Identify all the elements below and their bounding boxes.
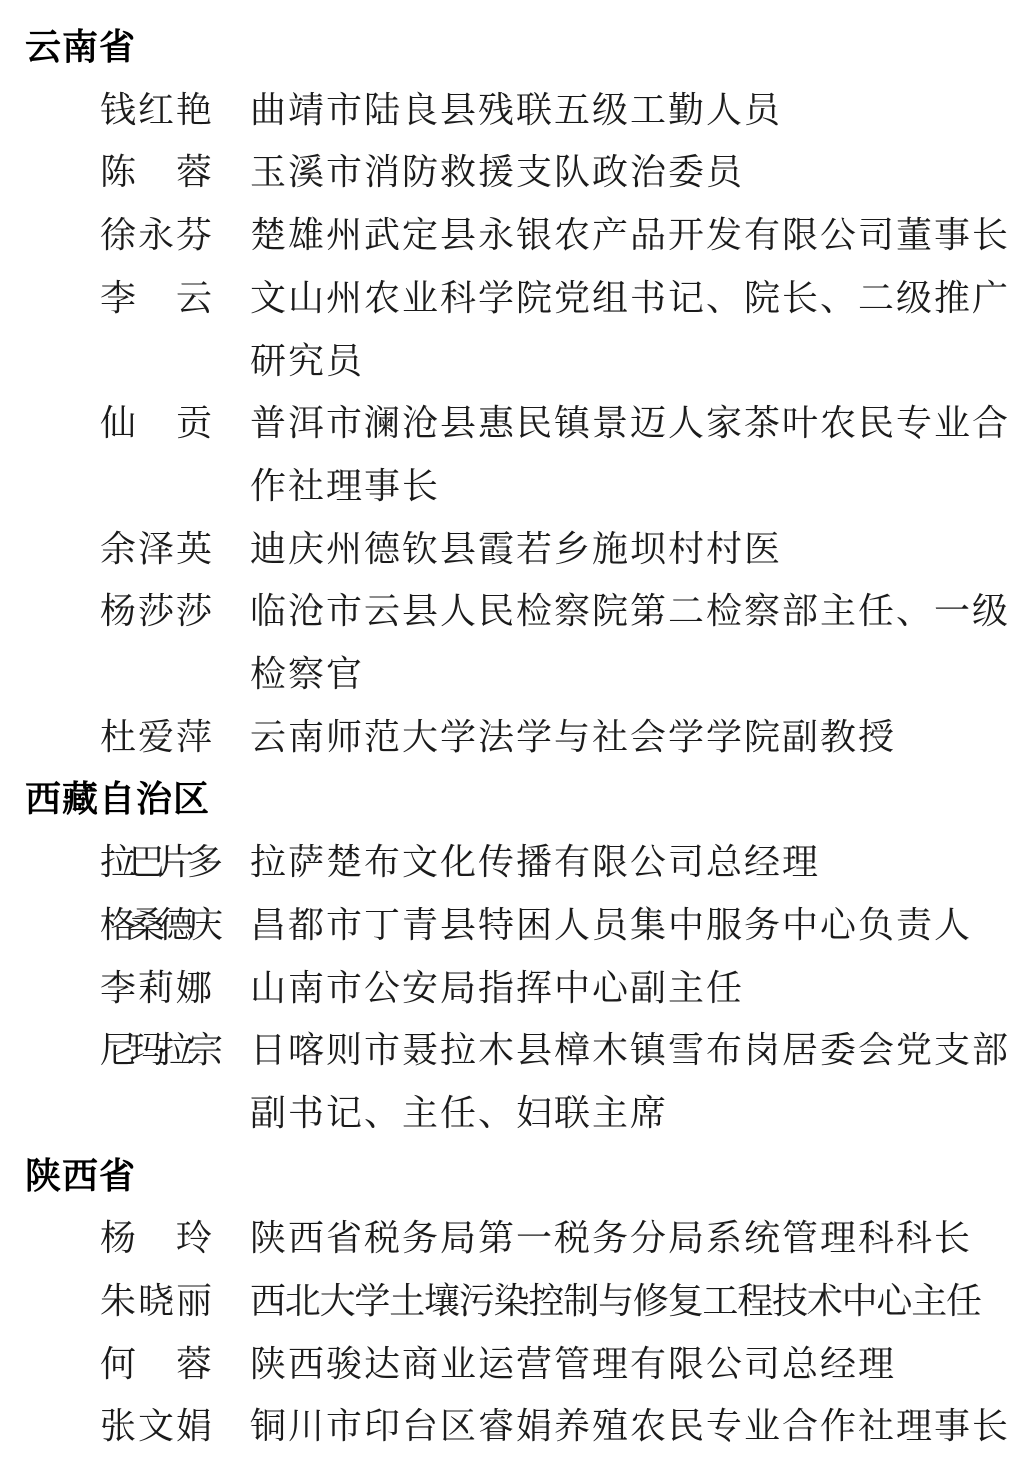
entry-name: 陈 蓉 <box>100 152 215 193</box>
entry-name: 拉巴片多 <box>100 842 217 883</box>
entry-name: 张文娟 <box>100 1406 215 1447</box>
entry-name: 格桑德庆 <box>100 904 217 945</box>
entry-name: 李 云 <box>100 277 215 318</box>
document-body <box>25 16 1011 1458</box>
entry-row <box>25 706 1005 769</box>
entry-name: 杨 玲 <box>100 1218 215 1259</box>
entry-row <box>25 392 1011 517</box>
duty-line: 昌都市丁青县特困人员集中服务中心负责人 <box>250 904 973 945</box>
entry-name: 钱红艳 <box>100 89 215 130</box>
duty-line: 日喀则市聂拉木县樟木镇雪布岗居委会党支部 <box>250 1030 1011 1071</box>
entry-row <box>25 1207 1005 1270</box>
entry-duty <box>250 1270 981 1333</box>
entry-duty <box>250 894 972 957</box>
entry-name: 李莉娜 <box>100 967 215 1008</box>
entry-name: 何 蓉 <box>100 1343 215 1384</box>
entry-row <box>25 1019 1011 1144</box>
duty-line: 迪庆州德钦县霞若乡施坝村村医 <box>250 528 783 569</box>
duty-line: 陕西骏达商业运营管理有限公司总经理 <box>250 1343 897 1384</box>
province-header: 陕西省 <box>25 1154 137 1196</box>
duty-line: 西北大学土壤污染控制与修复工程技术中心主任 <box>250 1281 981 1322</box>
entry-duty <box>250 518 782 581</box>
entry-row <box>25 957 1005 1020</box>
entry-row <box>25 1395 1011 1458</box>
entry-name: 尼玛拉宗 <box>100 1030 217 1071</box>
entry-duty <box>250 706 896 769</box>
entry-duty <box>250 1333 896 1396</box>
entry-duty <box>250 1019 1010 1144</box>
entry-name: 杜爱萍 <box>100 716 215 757</box>
entry-duty <box>250 831 820 894</box>
entry-name: 杨莎莎 <box>100 591 215 632</box>
duty-line: 拉萨楚布文化传播有限公司总经理 <box>250 842 821 883</box>
duty-line: 普洱市澜沧县惠民镇景迈人家茶叶农民专业合 <box>250 403 1011 444</box>
entry-duty <box>250 79 782 142</box>
entry-duty <box>250 580 1010 705</box>
entry-duty <box>250 1395 1010 1458</box>
entry-row <box>25 894 1005 957</box>
duty-line: 曲靖市陆良县残联五级工勤人员 <box>250 89 783 130</box>
duty-line: 副书记、主任、妇联主席 <box>250 1092 669 1133</box>
province-header: 西藏自治区 <box>25 778 211 820</box>
entry-row <box>25 1270 1005 1333</box>
entry-row <box>25 141 1005 204</box>
duty-line: 铜川市印台区睿娟养殖农民专业合作社理事长 <box>250 1406 1011 1447</box>
duty-line: 玉溪市消防救援支队政治委员 <box>250 152 745 193</box>
duty-line: 楚雄州武定县永银农产品开发有限公司董事长 <box>250 215 1011 256</box>
entry-row <box>25 831 1005 894</box>
duty-line: 作社理事长 <box>250 465 441 506</box>
entry-row <box>25 204 1011 267</box>
entry-row <box>25 580 1011 705</box>
duty-line: 云南师范大学法学与社会学学院副教授 <box>250 716 897 757</box>
province-header: 云南省 <box>25 26 137 67</box>
entry-row <box>25 518 1005 581</box>
entry-row <box>25 267 1011 392</box>
entry-name: 徐永芬 <box>100 215 215 256</box>
entry-name: 朱晓丽 <box>100 1281 215 1322</box>
duty-line: 检察官 <box>250 654 365 695</box>
entry-duty <box>250 957 744 1020</box>
entry-duty <box>250 204 1010 267</box>
entry-row <box>25 79 1005 142</box>
entry-row <box>25 1333 1005 1396</box>
duty-line: 山南市公安局指挥中心副主任 <box>250 967 745 1008</box>
duty-line: 研究员 <box>250 340 365 381</box>
entry-duty <box>250 392 1010 517</box>
entry-duty <box>250 141 744 204</box>
entry-name: 余泽英 <box>100 528 215 569</box>
duty-line: 陕西省税务局第一税务分局系统管理科科长 <box>250 1218 973 1259</box>
entry-duty <box>250 1207 972 1270</box>
entry-name: 仙 贡 <box>100 403 215 444</box>
duty-line: 临沧市云县人民检察院第二检察部主任、一级 <box>250 591 1011 632</box>
duty-line: 文山州农业科学院党组书记、院长、二级推广 <box>250 277 1011 318</box>
entry-duty <box>250 267 1010 392</box>
